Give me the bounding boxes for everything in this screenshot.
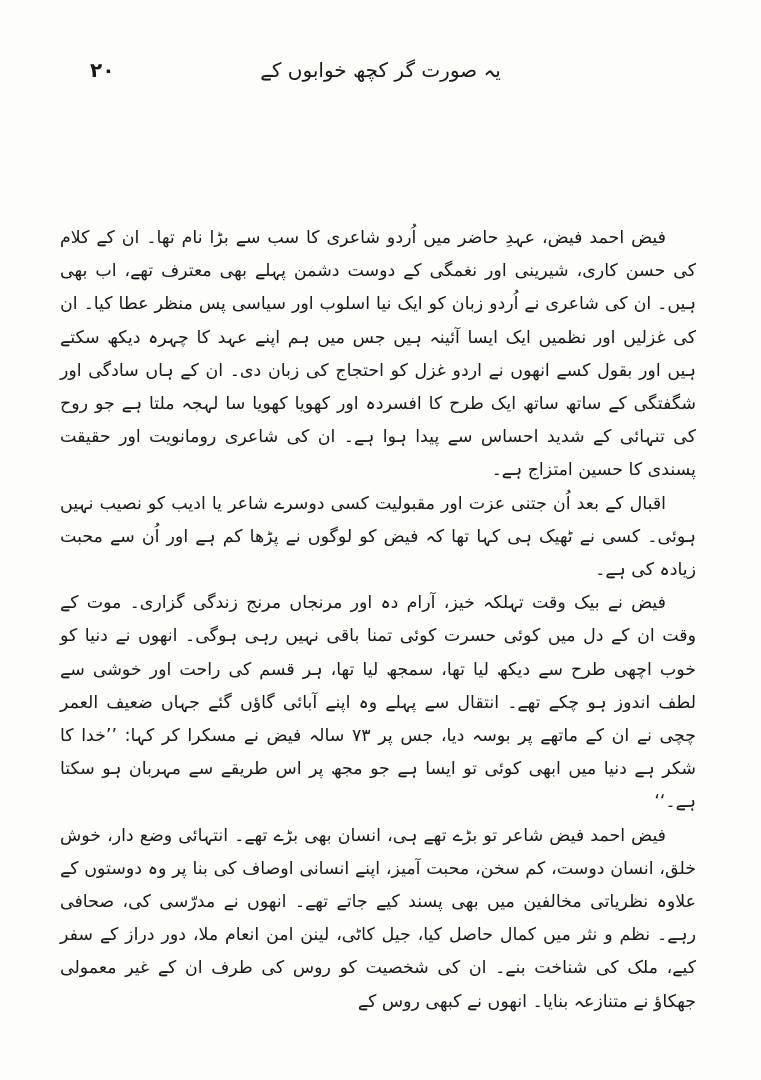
paragraph: فیض نے بیک وقت تہلکہ خیز، آرام دہ اور مرنجاں مرنج زندگی گزاری۔ موت کے وقت ان کے دل میں کوئی حسرت کوئی تمنا باقی نہیں رہی ہوگی۔ انھوں نے دنیا کو خوب اچھی طرح سے دیکھ لیا تھا، سمجھ لیا تھا، ہر قسم کی راحت اور خوشی سے لطف اندوز ہو چکے تھے۔ انتقال سے پہلے وہ اپنے آبائی گاؤں گئے جہاں ضعیف العمر چچی نے ان کے ماتھے پر بوسہ دیا، جس پر ۷۳ سالہ فیض نے مسکرا کر کہا: ’’خدا کا شکر ہے دنیا میں ابھی کوئی تو ایسا ہے جو مجھ پر اس طریقے سے مہربان ہو سکتا ہے۔‘‘ — [60, 593, 697, 813]
paragraph: اقبال کے بعد اُن جتنی عزت اور مقبولیت کسی دوسرے شاعر یا ادیب کو نصیب نہیں ہوئی۔ کسی نے ٹھیک ہی کہا تھا کہ فیض کو لوگوں نے پڑھا کم ہے اور اُن سے محبت زیادہ کی ہے۔ — [60, 493, 696, 581]
body-text — [60, 222, 696, 1019]
page-number: ۲۰ — [90, 58, 115, 82]
running-title: یہ صورت گر کچھ خوابوں کے — [260, 58, 501, 82]
paragraph: فیض احمد فیض شاعر تو بڑے تھے ہی، انسان بھی بڑے تھے۔ انتہائی وضع دار، خوش خلق، انسان دوست، کم سخن، محبت آمیز، اپنے انسانی اوصاف کی بنا پر وہ دوستوں کے علاوہ نظریاتی مخالفین میں بھی پسند کیے جاتے تھے۔ انھوں نے مدرّسی کی، صحافی رہے۔ نظم و نثر میں کمال حاصل کیا، جیل کاٹی، لینن امن انعام ملا، دور دراز کے سفر کیے، ملک کی شناخت بنے۔ ان کی شخصیت کو روس کی طرف ان کے غیر معمولی جھکاؤ نے متنازعہ بنایا۔ انھوں نے کبھی روس کے — [60, 825, 696, 1012]
page-header — [60, 58, 701, 92]
paragraph: فیض احمد فیض، عہدِ حاضر میں اُردو شاعری کا سب سے بڑا نام تھا۔ ان کے کلام کی حسن کاری، شیرینی اور نغمگی کے دوست دشمن پہلے بھی معترف تھے، اب بھی ہیں۔ ان کی شاعری نے اُردو زبان کو ایک نیا اسلوب اور سیاسی پس منظر عطا کیا۔ ان کی غزلیں اور نظمیں ایک ایسا آئینہ ہیں جس میں ہم اپنے عہد کا چہرہ دیکھ سکتے ہیں اور بقول کسے انھوں نے اردو غزل کو احتجاج کی زبان دی۔ ان کے ہاں سادگی اور شگفتگی کے ساتھ ساتھ ایک طرح کا افسردہ اور کھویا کھویا سا لہجہ ملتا ہے جو روح کی تنہائی کے شدید احساس سے پیدا ہوا ہے۔ ان کی شاعری رومانویت اور حقیقت پسندی کا حسین امتزاج ہے۔ — [60, 228, 696, 481]
